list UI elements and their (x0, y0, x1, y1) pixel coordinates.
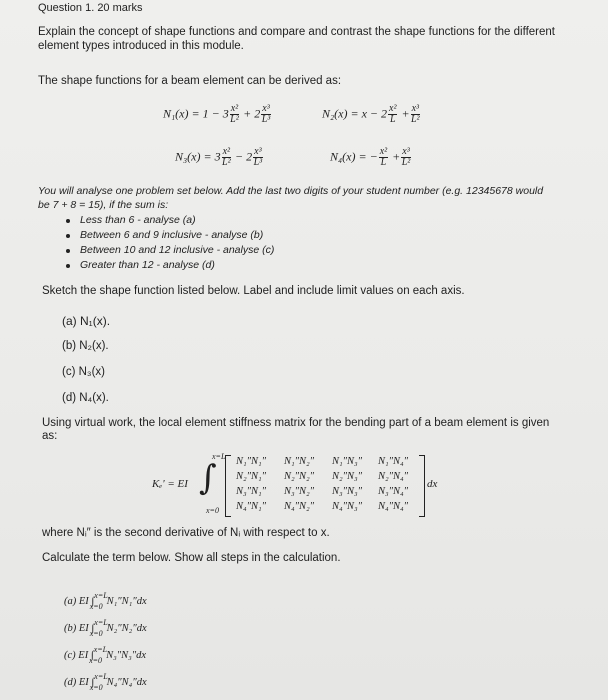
n4-frac-1: $\frac{\text{x²}}{L}$ (379, 146, 388, 168)
stiffness-matrix (225, 455, 425, 517)
matrix-cell: N₁″N₂″ (284, 456, 315, 467)
calc-item-c: (c) EI ∫$^{x=L}_{x=0}$ N₃″N₃″dx (64, 645, 147, 665)
n2-frac-2: $\frac{\text{x³}}{\text{L²}}$ (411, 103, 420, 125)
matrix-cell: N₁″N₄″ (378, 456, 409, 467)
shape-function-n4 (330, 147, 412, 168)
bullet-item: Greater than 12 - analyse (d) (80, 259, 215, 271)
n2-mid: + (401, 106, 410, 121)
matrix-cell: N₂″N₄″ (378, 471, 409, 482)
n2-lhs: N₂(x) = x − 2 (322, 106, 388, 121)
intro-line-1: Explain the concept of shape functions and compare and contrast the shape functions for the different (38, 26, 555, 38)
calc-item-d: (d) EI ∫$^{x=L}_{x=0}$ N₄″N₄″dx (64, 672, 147, 692)
matrix-cell: N₄″N₃″ (332, 501, 363, 512)
shape-function-n3 (175, 147, 264, 168)
matrix-cell: N₃″N₄″ (378, 486, 409, 497)
sketch-item-a: (a) N₁(x). (62, 314, 111, 328)
bullet-item: Between 10 and 12 inclusive - analyse (c) (80, 244, 274, 256)
n1-frac-2: $\frac{\text{x³}}{\text{L³}}$ (261, 103, 271, 125)
matrix-cell: N₄″N₁″ (236, 501, 267, 512)
matrix-cell: N₂″N₁″ (236, 471, 267, 482)
matrix-cell: N₂″N₂″ (284, 471, 315, 482)
matrix-cell: N₂″N₃″ (332, 471, 363, 482)
virtual-work-line-1: Using virtual work, the local element stiffness matrix for the bending part of a beam element is given (42, 417, 550, 429)
stiffness-upper-limit: x=L (212, 452, 226, 461)
intro-line-2: element types introduced in this module. (38, 40, 244, 52)
where-text: where Nᵢ″ is the second derivative of Nᵢ with respect to x. (42, 527, 330, 539)
sketch-prompt: Sketch the shape function listed below. Label and include limit values on each axis. (42, 285, 465, 297)
matrix-cell: N₄″N₂″ (284, 501, 315, 512)
calc-item-a: (a) EI ∫$^{x=L}_{x=0}$ N₁″N₁″dx (64, 591, 147, 611)
stiffness-lower-limit: x=0 (206, 506, 219, 515)
beam-intro: The shape functions for a beam element can be derived as: (38, 75, 342, 87)
calc-prompt: Calculate the term below. Show all steps in the calculation. (42, 552, 341, 564)
integral-sign: ∫ (199, 458, 217, 498)
question-header: Question 1. 20 marks (38, 2, 143, 14)
n1-frac-1: $\frac{\text{x²}}{\text{L²}}$ (230, 103, 239, 125)
sketch-item-b: (b) N₂(x). (62, 340, 109, 352)
n3-frac-2: $\frac{\text{x³}}{\text{L³}}$ (253, 146, 263, 168)
matrix-cell: N₃″N₂″ (284, 486, 315, 497)
n3-lhs: N₃(x) = 3 (175, 149, 221, 164)
n1-mid: + 2 (243, 106, 261, 121)
n4-mid: + (392, 149, 401, 164)
matrix-cell: N₃″N₃″ (332, 486, 363, 497)
virtual-work-line-2: as: (42, 430, 58, 442)
matrix-cell: N₃″N₁″ (236, 486, 267, 497)
n3-frac-1: $\frac{\text{x²}}{\text{L²}}$ (222, 146, 231, 168)
n1-lhs: N₁(x) = 1 − 3 (163, 106, 229, 121)
matrix-cell: N₄″N₄″ (378, 501, 409, 512)
instructions-line-2: be 7 + 8 = 15), if the sum is: (38, 199, 169, 211)
stiffness-dx: dx (427, 478, 438, 490)
shape-function-n2 (322, 104, 421, 125)
stiffness-lhs: Kₑʹ = EI (152, 478, 188, 490)
bullet-item: Between 6 and 9 inclusive - analyse (b) (80, 229, 263, 241)
n2-frac-1: $\frac{\text{x²}}{L}$ (389, 103, 397, 125)
calc-item-b: (b) EI ∫$^{x=L}_{x=0}$ N₂″N₂″dx (64, 618, 147, 638)
n3-mid: − 2 (235, 149, 253, 164)
n4-frac-2: $\frac{\text{x³}}{\text{L²}}$ (401, 146, 411, 168)
matrix-cell: N₁″N₃″ (332, 456, 363, 467)
sketch-item-d: (d) N₄(x). (62, 392, 109, 404)
shape-function-n1 (163, 104, 272, 125)
n4-lhs: N₄(x) = − (330, 149, 378, 164)
instructions-line-1: You will analyse one problem set below. Add the last two digits of your student number (e.g. 12345678 would (38, 185, 544, 197)
matrix-cell: N₁″N₁″ (236, 456, 267, 467)
bullet-item: Less than 6 - analyse (a) (80, 214, 196, 226)
sketch-item-c: (c) N₃(x) (62, 366, 106, 378)
